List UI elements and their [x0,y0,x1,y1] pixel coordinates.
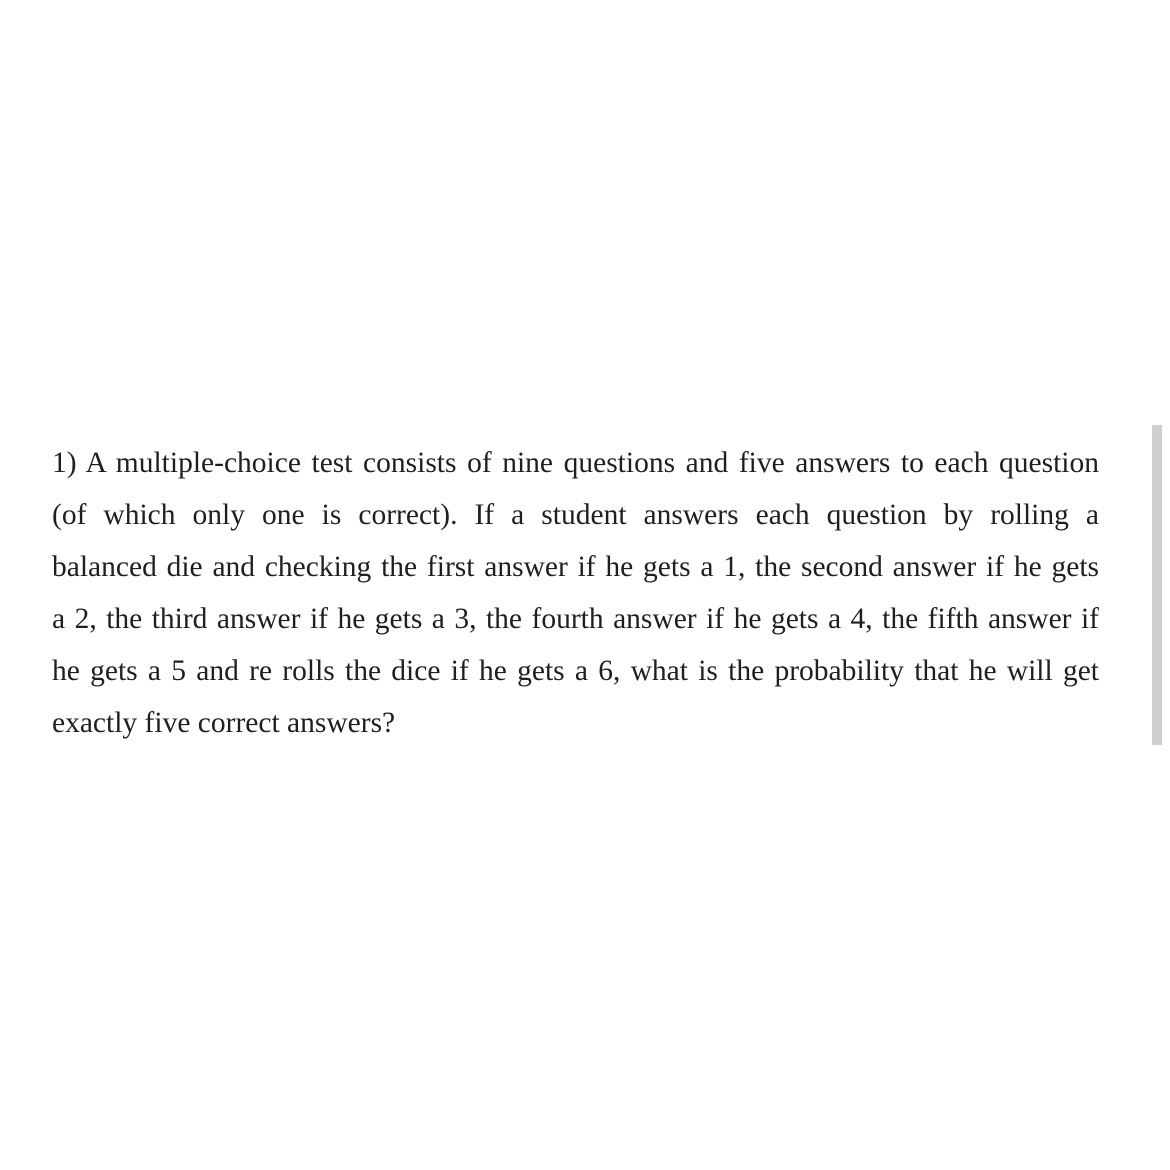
problem-line: balanced die and checking the first answer if he gets a 1, the second answer if he gets [52,551,1099,583]
problem-line: exactly five correct answers? [52,707,396,739]
problem-line: (of which only one is correct). If a student answers each question by rolling a [52,499,1099,531]
problem-text [52,437,1099,749]
scrollbar[interactable] [1152,425,1162,745]
problem-line: a 2, the third answer if he gets a 3, the fourth answer if he gets a 4, the fifth answer if [52,603,1099,635]
problem-line: he gets a 5 and re rolls the dice if he gets a 6, what is the probability that he will get [52,655,1099,687]
problem-line: 1) A multiple-choice test consists of nine questions and five answers to each question [52,447,1099,479]
